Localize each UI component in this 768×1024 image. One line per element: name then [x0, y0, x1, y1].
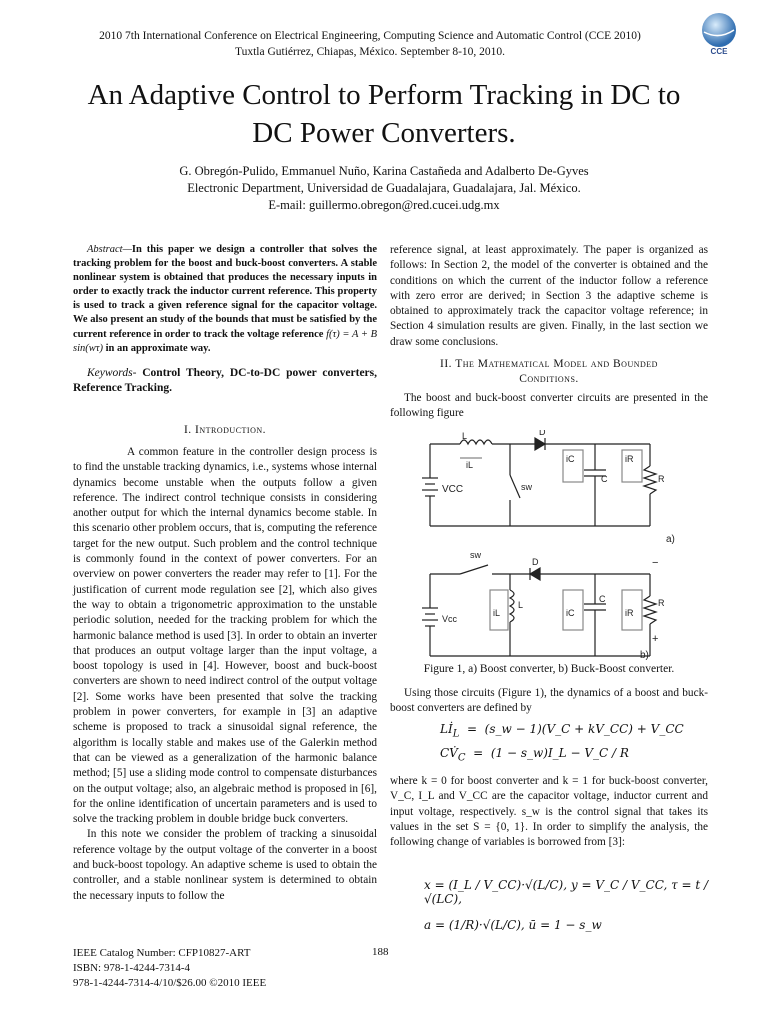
abstract-formula: f(τ) = A + B sin(wτ) [73, 328, 377, 354]
figure-intro [390, 391, 708, 422]
conference-line-1: 2010 7th International Conference on Electrical Engineering, Computing Science and Automatic Control (CCE 2010) [99, 30, 641, 42]
section-2-heading-line-2: Conditions. [519, 373, 579, 385]
footer-copyright: 978-1-4244-7314-4/10/$26.00 ©2010 IEEE [73, 977, 267, 989]
label-sw-a: sw [521, 482, 532, 492]
eq2-lhs: CV̇ [440, 746, 458, 760]
authors: G. Obregón-Pulido, Emmanuel Nuño, Karina Castañeda and Adalberto De-Gyves [179, 164, 589, 178]
figure-b-label: b) [640, 650, 649, 661]
label-D-b: D [532, 557, 539, 567]
equation-3: x = (I_L / V_CC)·√(L/C), y = V_C / V_CC, τ = t / √(LC), [424, 878, 709, 906]
eq2-rhs: (1 − s_w)I_L − V_C / R [490, 746, 629, 760]
equation-1: $Lİ_L$ = (s_w − 1)(V_C + kV_CC) + V_CC [440, 722, 684, 740]
section-1-body [73, 445, 377, 904]
logo-text: CCE [710, 47, 728, 56]
label-vcc-b: Vcc [442, 614, 458, 624]
label-L-a: L [462, 431, 468, 441]
label-minus-b: − [652, 557, 659, 569]
label-iL-b: iL [493, 608, 501, 618]
dynamics-intro-text: Using those circuits (Figure 1), the dynamics of a boost and buck-boost converters are defined by [390, 687, 708, 715]
variables-paragraph [390, 774, 708, 850]
boost-circuit [422, 438, 656, 526]
title-line-1: An Adaptive Control to Perform Tracking in DC to [87, 79, 681, 111]
label-plus-b: + [652, 633, 659, 645]
footer-catalog: IEEE Catalog Number: CFP10827-ART [73, 947, 251, 959]
paper-title [40, 76, 728, 152]
abstract-label: Abstract— [87, 244, 132, 255]
equation-2: $CV̇_C = (1$ − s_w)I_L − V_C / R [440, 746, 629, 764]
footer-isbn: ISBN: 978-1-4244-7314-4 [73, 962, 191, 974]
keywords [73, 366, 377, 396]
figure-1-circuits [400, 430, 700, 662]
label-iR-a: iR [625, 454, 634, 464]
label-vcc-a: VCC [442, 484, 464, 495]
page-number: 188 [372, 946, 389, 958]
eq2-lhs-sub: C [457, 752, 466, 764]
keywords-text: Control Theory, DC-to-DC power converters, Reference Tracking. [73, 367, 377, 394]
figure-caption: Figure 1, a) Boost converter, b) Buck-Boost converter. [423, 663, 675, 675]
label-iR-b: iR [625, 608, 634, 618]
title-line-2: DC Power Converters. [252, 117, 516, 149]
keywords-label: Keywords- [87, 367, 137, 379]
label-sw-b: sw [470, 550, 481, 560]
dynamics-intro [390, 686, 708, 717]
label-R-a: R [658, 474, 665, 484]
affiliation: Electronic Department, Universidad de Guadalajara, Guadalajara, Jal. México. [187, 181, 581, 195]
section-1-heading: I. Introduction. [183, 424, 267, 436]
label-iL-a: iL [466, 460, 474, 470]
eq1-lhs-sub: L [452, 728, 460, 740]
author-block [40, 163, 728, 214]
label-L-b: L [518, 600, 524, 610]
eq1-rhs: (s_w − 1)(V_C + kV_CC) + V_CC [484, 722, 684, 736]
email: E-mail: guillermo.obregon@red.cucei.udg.mx [268, 198, 500, 212]
label-iC-a: iC [566, 454, 575, 464]
cce-logo [696, 10, 742, 56]
variables-text: where k = 0 for boost converter and k = 1 for buck-boost converter, V_C, I_L and V_CC are the capacitor voltage, inductor current and input voltage, respectively. s_w is the control signal that takes its values in the set S = {0, 1}. In order to simplify the analysis, the following change of variables is borrowed from [3]: [390, 775, 708, 849]
right-column-top [390, 243, 708, 350]
label-iC-b: iC [566, 608, 575, 618]
conference-line-2: Tuxtla Gutiérrez, Chiapas, México. September 8-10, 2010. [234, 46, 506, 58]
abstract-text: In this paper we design a controller that solves the tracking problem for the boost and buck-boost converters. A stable nonlinear system is obtained that produces the necessary inputs in order to exactly track the inductor current reference. This property is used to track a given reference signal for the capacitor voltage. We also present an study of the bounds that must be satisfied by the current reference in order to track the voltage reference [73, 244, 377, 340]
buck-boost-circuit [422, 565, 659, 656]
label-D-a: D [539, 430, 546, 437]
diode-a [535, 438, 545, 450]
conference-header [40, 28, 700, 60]
figure-intro-text: The boost and buck-boost converter circuits are presented in the following figure [390, 392, 708, 420]
figure-a-label: a) [666, 534, 675, 545]
organization-paragraph: reference signal, at least approximately. The paper is organized as follows: In Section 2, the model of the converter is obtained and the conditions on which the current of the inductor follow a reference with zero error are derived; in Section 3 the adaptive scheme is obtained to approximately track the capacitor voltage reference; in Section 4 simulation results are given. Finally, in the last section we draw some conclusions. [390, 244, 708, 348]
diode-b [530, 568, 540, 580]
abstract-tail: in an approximate way. [103, 342, 211, 354]
eq1-lhs: Lİ [440, 722, 453, 736]
label-C-b: C [599, 594, 606, 604]
label-R-b: R [658, 598, 665, 608]
intro-paragraph-2: In this note we consider the problem of tracking a sinusoidal reference voltage by the output voltage of the converter in a boost and buck-boost topology. An adaptive scheme is used to obtain the controller, and a stable nonlinear system is determined to obtain the necessary inputs to follow the [73, 828, 377, 902]
label-C-a: C [601, 474, 608, 484]
equation-4: a = (1/R)·√(L/C), ū = 1 − s_w [424, 918, 602, 932]
section-2-heading [390, 357, 708, 387]
inductor-b [510, 590, 514, 622]
abstract [73, 243, 377, 356]
intro-paragraph-1: A common feature in the controller design process is to find the unstable tracking dynamics, i.e., systems whose internal dynamics become unstable when the outputs follow a given reference. The indirect control technique consists in considering another output for which the internal dynamics become stable. In this scenario other problem occurs, that is, computing the reference target for the new output. Such problem and the control technique is commonly found in the context of power converters. For an overview on power converters the reader may refer to [1]. For the justification of current mode regulation see [2], which also gives the way to obtain a trigonometric approximation to the unstable periodic solution, needed for the tracking problem for which the harmonic balance method is used [3]. In order to obtain an inverter that produces an output voltage larger than the input voltage, a boost topology is used in [4]. However, boost and buck-boost converters are shown to need indirect control of the output voltage [2]. Some works have been presented that solve the tracking problem in power converters, for example in [3] an adaptive scheme is proposed to track a sinusoidal signal reference, the algorithm is locally stable and makes use of the Galerkin method that can be viewed as a generalization of the harmonic balance method; [5] use a sliding mode control to compensate disturbances on the output voltage; also, an algebraic method is proposed in [6], for the online identification of uncertain parameters and is used to solve the tracking problem in double bridge buck converters. [73, 446, 377, 826]
section-2-heading-line-1: II. The Mathematical Model and Bounded [440, 358, 658, 370]
footer [73, 946, 373, 991]
